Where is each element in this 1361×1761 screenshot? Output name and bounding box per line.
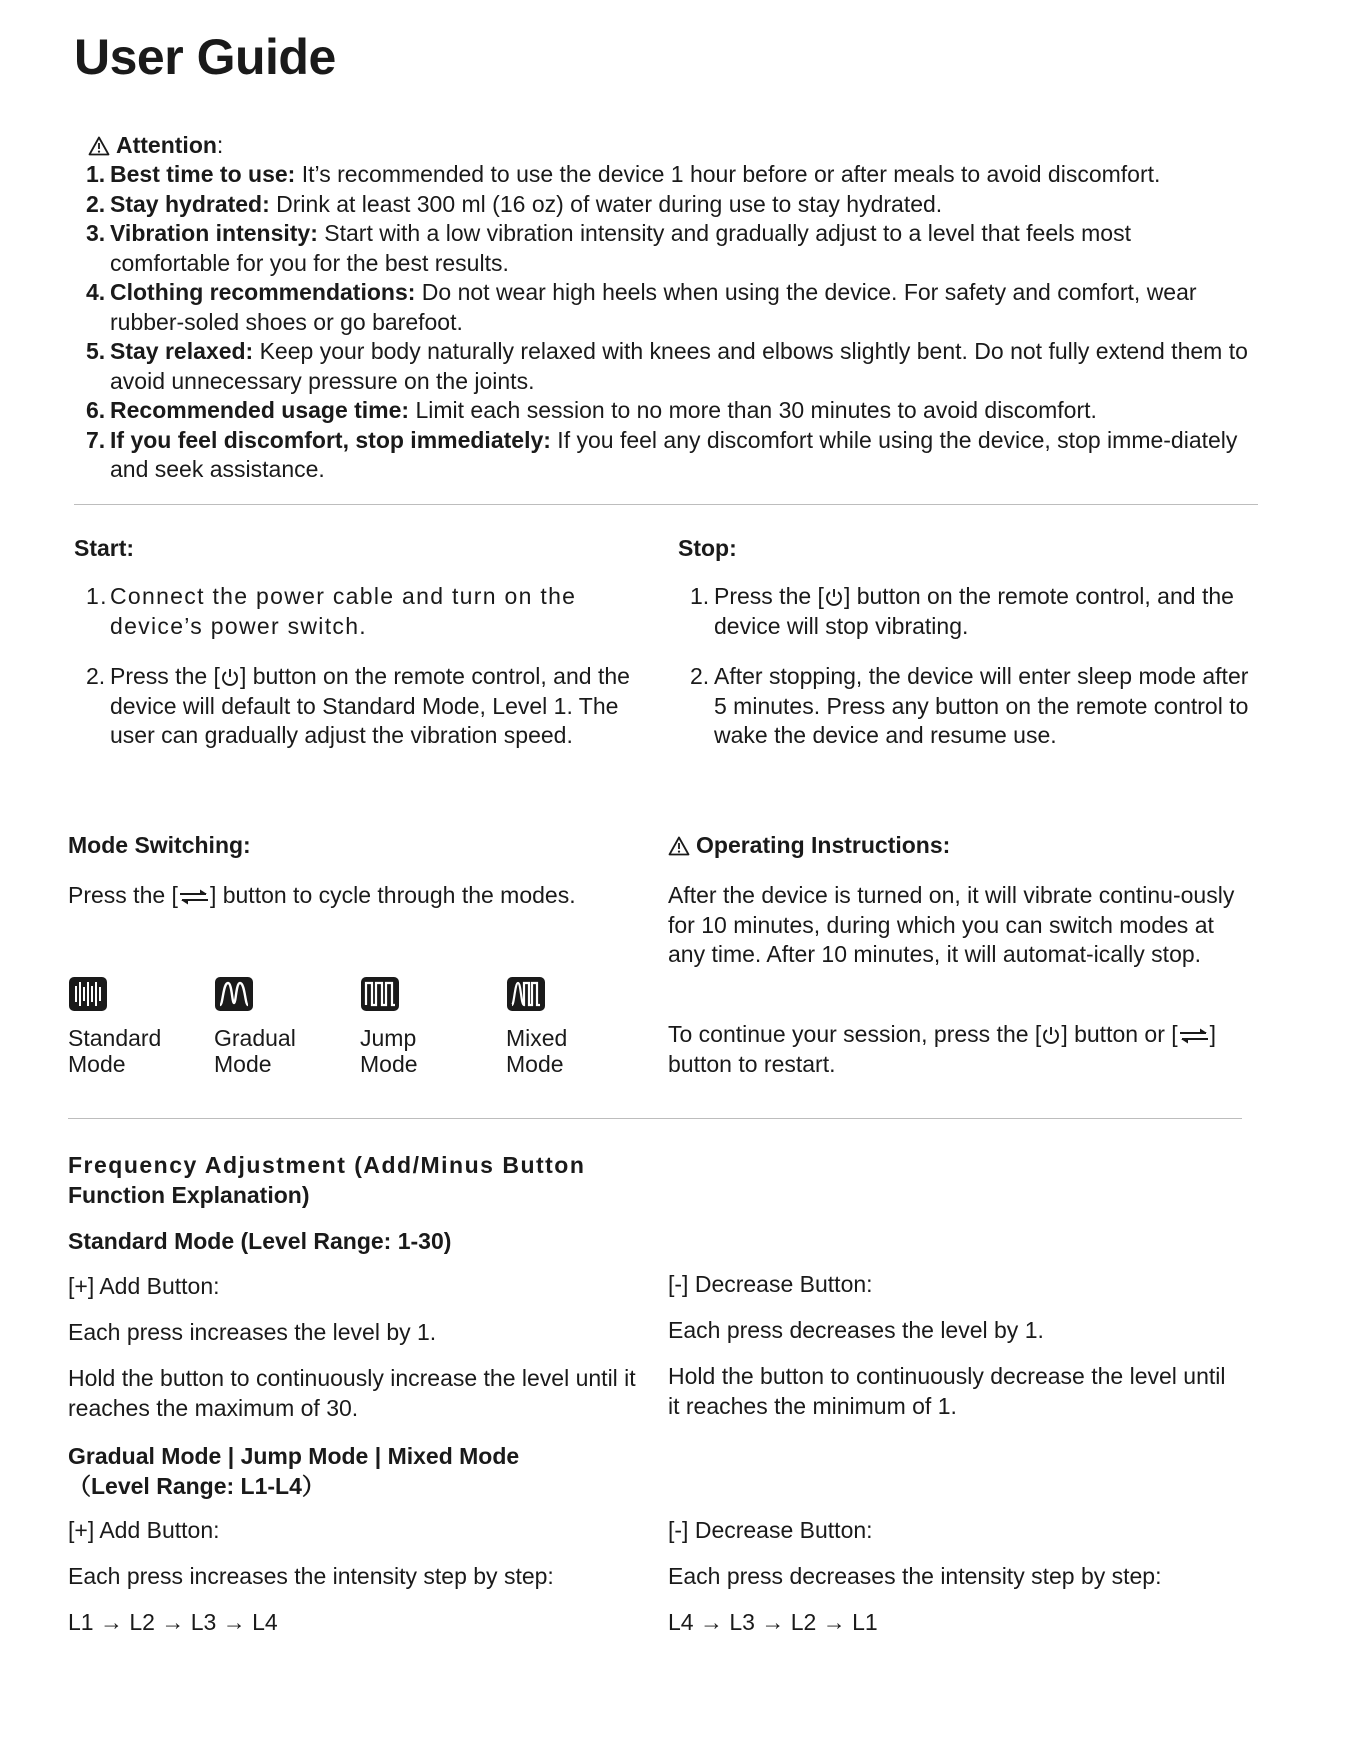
list-item [690, 582, 1250, 641]
item-heading: Stay relaxed: [110, 338, 254, 364]
list-item [86, 219, 1256, 278]
decrease-text1: Each press decreases the level by 1. [668, 1317, 1044, 1343]
mode-jump [360, 976, 480, 1077]
frequency-heading-line1: Frequency Adjustment (Add/Minus Button [68, 1152, 586, 1178]
step-number: 2. [690, 663, 710, 689]
step-text: Connect the power cable and turn on the device’s power switch. [110, 583, 577, 639]
step-text-a: Press the [ [714, 583, 824, 609]
power-icon [824, 587, 844, 607]
step-text: After stopping, the device will enter sleep mode after 5 minutes. Press any button on the remote control to wake the device and resume use. [714, 663, 1249, 748]
mixed-mode-icon [506, 976, 546, 1012]
text-c: ] button to restart. [668, 1021, 1217, 1077]
item-number: 2. [86, 190, 106, 217]
item-text: Drink at least 300 ml (16 oz) of water during use to stay hydrated. [269, 190, 943, 217]
add-text2: Hold the button to continuously increase the level until it reaches the maximum of 30. [68, 1365, 636, 1421]
standard-mode-heading: Standard Mode (Level Range: 1-30) [68, 1228, 452, 1254]
text-b: ] button to cycle through the modes. [209, 882, 576, 908]
step-text-b: ] button on the remote control, and the device will stop vibrating. [714, 583, 1234, 639]
mode-switching-heading: Mode Switching: [68, 832, 251, 858]
mode-switch-icon [1178, 1027, 1210, 1045]
divider [68, 1118, 1242, 1119]
frequency-heading [68, 1151, 585, 1210]
text-b: ] button or [ [1061, 1021, 1178, 1047]
item-number: 7. [86, 426, 106, 453]
item-text: Limit each session to no more than 30 minutes to avoid discomfort. [409, 397, 1097, 423]
page-title: User Guide [74, 29, 336, 85]
list-item [86, 662, 650, 751]
attention-label: Attention [116, 132, 217, 158]
list-item [86, 426, 1256, 485]
item-text: It’s recommended to use the device 1 hour before or after meals to avoid discomfort. [295, 161, 1161, 187]
add-button-label: [+] Add Button: [68, 1517, 220, 1543]
mode-label-line1: Jump [360, 1025, 417, 1051]
stop-steps [690, 582, 1250, 751]
power-icon [1041, 1025, 1061, 1045]
item-heading: Recommended usage time: [110, 397, 410, 423]
item-heading: Stay hydrated: [110, 190, 270, 217]
operating-para2 [668, 1020, 1238, 1079]
decrease-step-text: Each press decreases the intensity step by step: [668, 1563, 1162, 1589]
list-item [86, 160, 1256, 190]
step-number: 1. [690, 583, 710, 609]
operating-heading [668, 832, 950, 859]
warning-icon [88, 136, 110, 156]
decrease-sequence: L4 → L3 → L2 → L1 [668, 1609, 878, 1635]
item-number: 4. [86, 279, 106, 305]
start-heading: Start: [74, 535, 135, 561]
decrease-button-label: [-] Decrease Button: [668, 1517, 873, 1543]
add-text1: Each press increases the level by 1. [68, 1319, 437, 1345]
divider [74, 504, 1258, 505]
item-heading: Best time to use: [110, 161, 296, 187]
item-text: Keep your body naturally relaxed with knees and elbows slightly bent. Do not fully extend them to avoid unnecessary pressure on the joints. [110, 338, 1248, 394]
power-icon [220, 667, 240, 687]
list-item [86, 396, 1256, 426]
mode-standard [68, 976, 188, 1077]
list-item [86, 278, 1256, 337]
text-a: Press the [ [68, 882, 178, 908]
other-modes-heading-line2: （Level Range: L1-L4） [68, 1472, 325, 1499]
item-number: 1. [86, 161, 106, 187]
mode-label-line1: Standard [68, 1025, 162, 1051]
operating-para1: After the device is turned on, it will vibrate continu-ously for 10 minutes, during which you can switch modes at any time. After 10 minutes, it will automat-ically stop. [668, 882, 1235, 967]
list-item [86, 190, 1256, 220]
add-sequence: L1 → L2 → L3 → L4 [68, 1609, 278, 1635]
add-button-label: [+] Add Button: [68, 1273, 220, 1299]
start-steps [86, 582, 650, 751]
list-item [86, 337, 1256, 396]
frequency-heading-line2: Function Explanation) [68, 1181, 310, 1208]
mode-gradual [214, 976, 334, 1077]
gradual-mode-icon [214, 976, 254, 1012]
mode-label-line1: Mixed [506, 1025, 568, 1051]
text-a: To continue your session, press the [ [668, 1021, 1042, 1047]
item-text: If you feel any discomfort while using the device, stop imme-diately and seek assistance. [110, 426, 1238, 482]
other-modes-heading [68, 1442, 519, 1501]
item-heading: Clothing recommendations: [110, 279, 416, 305]
mode-label-line2: Mode [360, 1051, 418, 1077]
mode-label-line2: Mode [68, 1051, 126, 1077]
attention-colon: : [216, 132, 224, 158]
stop-heading: Stop: [678, 535, 737, 561]
decrease-button-label: [-] Decrease Button: [668, 1271, 873, 1297]
mode-switch-icon [178, 888, 210, 906]
standard-mode-icon [68, 976, 108, 1012]
other-modes-heading-line1: Gradual Mode | Jump Mode | Mixed Mode [68, 1443, 520, 1469]
item-heading: If you feel discomfort, stop immediately: [110, 426, 551, 453]
item-number: 3. [86, 220, 106, 246]
jump-mode-icon [360, 976, 400, 1012]
decrease-text2: Hold the button to continuously decrease the level until it reaches the minimum of 1. [668, 1363, 1226, 1419]
mode-label-line2: Mode [506, 1051, 564, 1077]
mode-label-line2: Mode [214, 1051, 272, 1077]
step-text-b: ] button on the remote control, and the device will default to Standard Mode, Level 1. The user can gradually adjust the vibration speed. [110, 663, 630, 748]
step-number: 1. [86, 583, 108, 609]
mode-switching-text [68, 881, 628, 911]
operating-heading-text: Operating Instructions: [696, 832, 951, 858]
step-text-a: Press the [ [110, 663, 220, 689]
mode-label-line1: Gradual [214, 1025, 296, 1051]
item-heading: Vibration intensity: [110, 220, 318, 246]
attention-heading [88, 132, 223, 159]
mode-mixed [506, 976, 626, 1077]
list-item [690, 662, 1250, 751]
warning-icon [668, 836, 690, 856]
item-number: 5. [86, 338, 106, 364]
step-number: 2. [86, 663, 106, 689]
list-item [86, 582, 650, 641]
add-step-text: Each press increases the intensity step by step: [68, 1563, 554, 1589]
attention-list [86, 160, 1256, 485]
item-number: 6. [86, 397, 106, 423]
item-text: Do not wear high heels when using the device. For safety and comfort, wear rubber-soled shoes or go barefoot. [110, 279, 1197, 335]
item-text: Start with a low vibration intensity and gradually adjust to a level that feels most comfortable for you for the best results. [110, 220, 1131, 276]
